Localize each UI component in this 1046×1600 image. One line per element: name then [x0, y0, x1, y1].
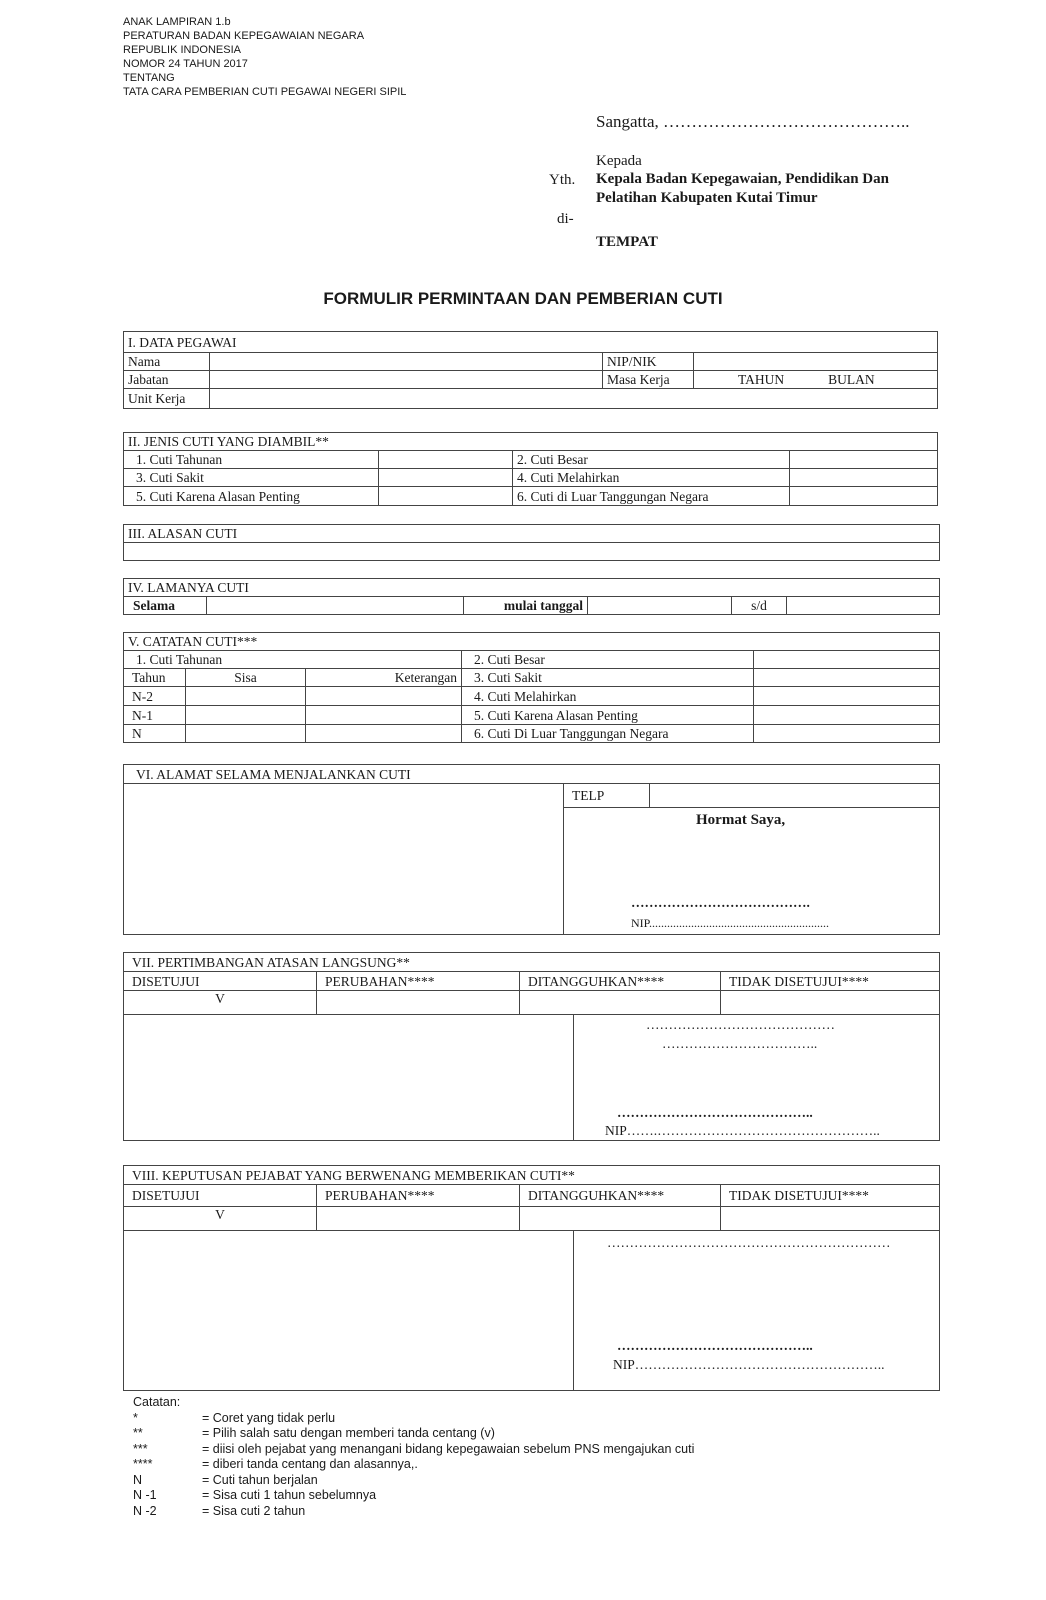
signature-line: ……………………………………..: [617, 1338, 813, 1353]
note-key: ***: [133, 1441, 148, 1456]
cuti-option: 2. Cuti Besar: [513, 451, 790, 469]
label-mulai-tanggal: mulai tanggal: [464, 597, 588, 615]
row-label: N-2: [124, 687, 186, 706]
label-jabatan: Jabatan: [124, 371, 210, 389]
label-nama: Nama: [124, 353, 210, 371]
field-alasan-cuti[interactable]: [124, 543, 940, 561]
section-heading: V. CATATAN CUTI***: [124, 633, 940, 651]
notes-block: [133, 1395, 694, 1519]
note-value: = Pilih salah satu dengan memberi tanda centang (v): [202, 1426, 495, 1440]
document-header: [123, 15, 406, 99]
recipient-line1: Kepala Badan Kepegawaian, Pendidikan Dan: [596, 171, 889, 187]
row-label: N: [124, 725, 186, 743]
section-jenis-cuti: [123, 432, 938, 506]
field-alamat[interactable]: [124, 784, 564, 935]
check-perubahan[interactable]: [317, 991, 520, 1015]
note-row: [133, 1504, 694, 1520]
col-disetujui: DISETUJUI: [124, 972, 317, 991]
di-label: di-: [557, 211, 574, 227]
signature-box: [564, 808, 940, 935]
check-disetujui[interactable]: V: [124, 991, 317, 1015]
note-key: ****: [133, 1457, 153, 1471]
field-keterangan[interactable]: [306, 687, 462, 706]
col-ditangguhkan: DITANGGUHKAN****: [520, 972, 721, 991]
form-title: FORMULIR PERMINTAAN DAN PEMBERIAN CUTI: [323, 289, 723, 308]
cuti-checkbox[interactable]: [790, 451, 938, 469]
note-row: [133, 1411, 694, 1427]
signature-box: [574, 1231, 940, 1391]
header-line: REPUBLIK INDONESIA: [123, 44, 241, 56]
catatan-item: 6. Cuti Di Luar Tanggungan Negara: [462, 725, 754, 743]
header-line: PERATURAN BADAN KEPEGAWAIAN NEGARA: [123, 30, 365, 42]
tempat-label: TEMPAT: [596, 234, 658, 250]
header-line: NOMOR 24 TAHUN 2017: [123, 58, 248, 70]
col-tidak-disetujui: TIDAK DISETUJUI****: [721, 1185, 940, 1207]
section-heading: II. JENIS CUTI YANG DIAMBIL**: [124, 433, 938, 451]
header-line: ANAK LAMPIRAN 1.b: [123, 16, 231, 28]
check-tidak-disetujui[interactable]: [721, 1207, 940, 1231]
cuti-checkbox[interactable]: [379, 451, 513, 469]
catatan-item: 3. Cuti Sakit: [462, 669, 754, 687]
field-telp[interactable]: [650, 784, 940, 808]
catatan-field[interactable]: [754, 651, 940, 669]
col-ditangguhkan: DITANGGUHKAN****: [520, 1185, 721, 1207]
note-value: = diberi tanda centang dan alasannya,.: [202, 1457, 418, 1471]
label-tahun: TAHUN: [738, 372, 785, 387]
kepada-label: Kepada: [596, 153, 642, 169]
label-nip-nik: NIP/NIK: [603, 353, 694, 371]
field-sampai-tanggal[interactable]: [787, 597, 940, 615]
cuti-checkbox[interactable]: [790, 487, 938, 506]
col-tahun: Tahun: [124, 669, 186, 687]
signature-line: ………………………………….: [631, 895, 810, 910]
note-key: *: [133, 1410, 138, 1425]
note-key: N -2: [133, 1503, 157, 1518]
note-value: = Coret yang tidak perlu: [202, 1410, 336, 1425]
section-keputusan-pejabat: [123, 1165, 940, 1391]
note-key: N -1: [133, 1488, 157, 1502]
label-selama: Selama: [124, 597, 207, 615]
col-sisa: Sisa: [186, 669, 306, 687]
cuti-checkbox[interactable]: [379, 487, 513, 506]
field-sisa[interactable]: [186, 706, 306, 725]
check-ditangguhkan[interactable]: [520, 1207, 721, 1231]
check-tidak-disetujui[interactable]: [721, 991, 940, 1015]
section-heading: III. ALASAN CUTI: [124, 525, 940, 543]
nip-line: NIP…….…………………………………………..: [605, 1123, 880, 1138]
label-telp: TELP: [564, 784, 650, 808]
header-line: TATA CARA PEMBERIAN CUTI PEGAWAI NEGERI SIPIL: [123, 86, 407, 98]
section-catatan-cuti: [123, 632, 940, 743]
check-perubahan[interactable]: [317, 1207, 520, 1231]
field-mulai-tanggal[interactable]: [588, 597, 732, 615]
label-unit-kerja: Unit Kerja: [124, 389, 210, 409]
field-selama[interactable]: [207, 597, 464, 615]
field-catatan-atasan[interactable]: [124, 1015, 574, 1141]
recipient-line2: Pelatihan Kabupaten Kutai Timur: [596, 190, 818, 206]
field-jabatan[interactable]: [210, 371, 603, 389]
field-nama[interactable]: [210, 353, 603, 371]
check-ditangguhkan[interactable]: [520, 991, 721, 1015]
section-lamanya-cuti: [123, 578, 940, 615]
col-keterangan: Keterangan: [306, 669, 462, 687]
notes-title: Catatan:: [133, 1395, 181, 1409]
catatan-item: 4. Cuti Melahirkan: [462, 687, 754, 706]
note-value: = Cuti tahun berjalan: [202, 1472, 318, 1487]
field-nip-nik[interactable]: [694, 353, 938, 371]
note-value: = Sisa cuti 1 tahun sebelumnya: [202, 1488, 377, 1502]
cuti-option: 5. Cuti Karena Alasan Penting: [124, 487, 379, 506]
note-row: [133, 1442, 694, 1458]
note-key: **: [133, 1426, 143, 1440]
label-bulan: BULAN: [828, 372, 875, 387]
catatan-item: 2. Cuti Besar: [462, 651, 754, 669]
section-heading: IV. LAMANYA CUTI: [124, 579, 940, 597]
dots-line: ……………………………..: [662, 1036, 818, 1051]
note-row: [133, 1457, 694, 1473]
note-key: N: [133, 1472, 143, 1487]
dots-line: ………………………………………………………: [607, 1235, 891, 1250]
catatan-field[interactable]: [754, 725, 940, 743]
nip-line: NIP………………………………………………..: [613, 1357, 885, 1372]
check-disetujui[interactable]: V: [124, 1207, 317, 1231]
cuti-option: 6. Cuti di Luar Tanggungan Negara: [513, 487, 790, 506]
section-heading: VIII. KEPUTUSAN PEJABAT YANG BERWENANG MEMBERIKAN CUTI**: [124, 1166, 940, 1185]
cuti-option: 4. Cuti Melahirkan: [513, 469, 790, 487]
note-row: [133, 1426, 694, 1442]
section-heading: VI. ALAMAT SELAMA MENJALANKAN CUTI: [124, 765, 940, 784]
place-date: Sangatta, ……………………………………..: [596, 112, 910, 131]
section-alamat-cuti: [123, 764, 940, 935]
row-label: N-1: [124, 706, 186, 725]
field-sisa[interactable]: [186, 687, 306, 706]
label-sd: s/d: [732, 597, 787, 615]
cuti-checkbox[interactable]: [379, 469, 513, 487]
note-value: = Sisa cuti 2 tahun: [202, 1503, 306, 1518]
note-value: = diisi oleh pejabat yang menangani bidang kepegawaian sebelum PNS mengajukan cuti: [202, 1441, 695, 1456]
cuti-option: 1. Cuti Tahunan: [124, 451, 379, 469]
nip-line: NIP............................................................: [631, 916, 830, 930]
section-data-pegawai: [123, 331, 938, 409]
dots-line: ……………………………………: [646, 1017, 835, 1032]
col-disetujui: DISETUJUI: [124, 1185, 317, 1207]
col-tidak-disetujui: TIDAK DISETUJUI****: [721, 972, 940, 991]
section-heading: I. DATA PEGAWAI: [124, 332, 938, 353]
field-catatan-pejabat[interactable]: [124, 1231, 574, 1391]
yth-label: Yth.: [549, 172, 576, 188]
cuti-checkbox[interactable]: [790, 469, 938, 487]
field-unit-kerja[interactable]: [210, 389, 938, 409]
catatan-field[interactable]: [754, 706, 940, 725]
col-perubahan: PERUBAHAN****: [317, 972, 520, 991]
signature-line: ……………………………………..: [617, 1105, 813, 1120]
cuti-option: 3. Cuti Sakit: [124, 469, 379, 487]
field-keterangan[interactable]: [306, 706, 462, 725]
note-row: [133, 1473, 694, 1489]
catatan-item: 5. Cuti Karena Alasan Penting: [462, 706, 754, 725]
label-masa-kerja: Masa Kerja: [603, 371, 694, 389]
note-row: [133, 1488, 694, 1504]
catatan-field[interactable]: [754, 687, 940, 706]
section-alasan-cuti: [123, 524, 940, 561]
field-masa-kerja[interactable]: [694, 371, 938, 389]
col-perubahan: PERUBAHAN****: [317, 1185, 520, 1207]
header-line: TENTANG: [123, 72, 175, 84]
signature-box: [574, 1015, 940, 1141]
catatan-item: 1. Cuti Tahunan: [124, 651, 462, 669]
section-heading: VII. PERTIMBANGAN ATASAN LANGSUNG**: [124, 953, 940, 972]
field-sisa[interactable]: [186, 725, 306, 743]
section-pertimbangan-atasan: [123, 952, 940, 1141]
field-keterangan[interactable]: [306, 725, 462, 743]
catatan-field[interactable]: [754, 669, 940, 687]
hormat-saya: Hormat Saya,: [696, 812, 786, 828]
